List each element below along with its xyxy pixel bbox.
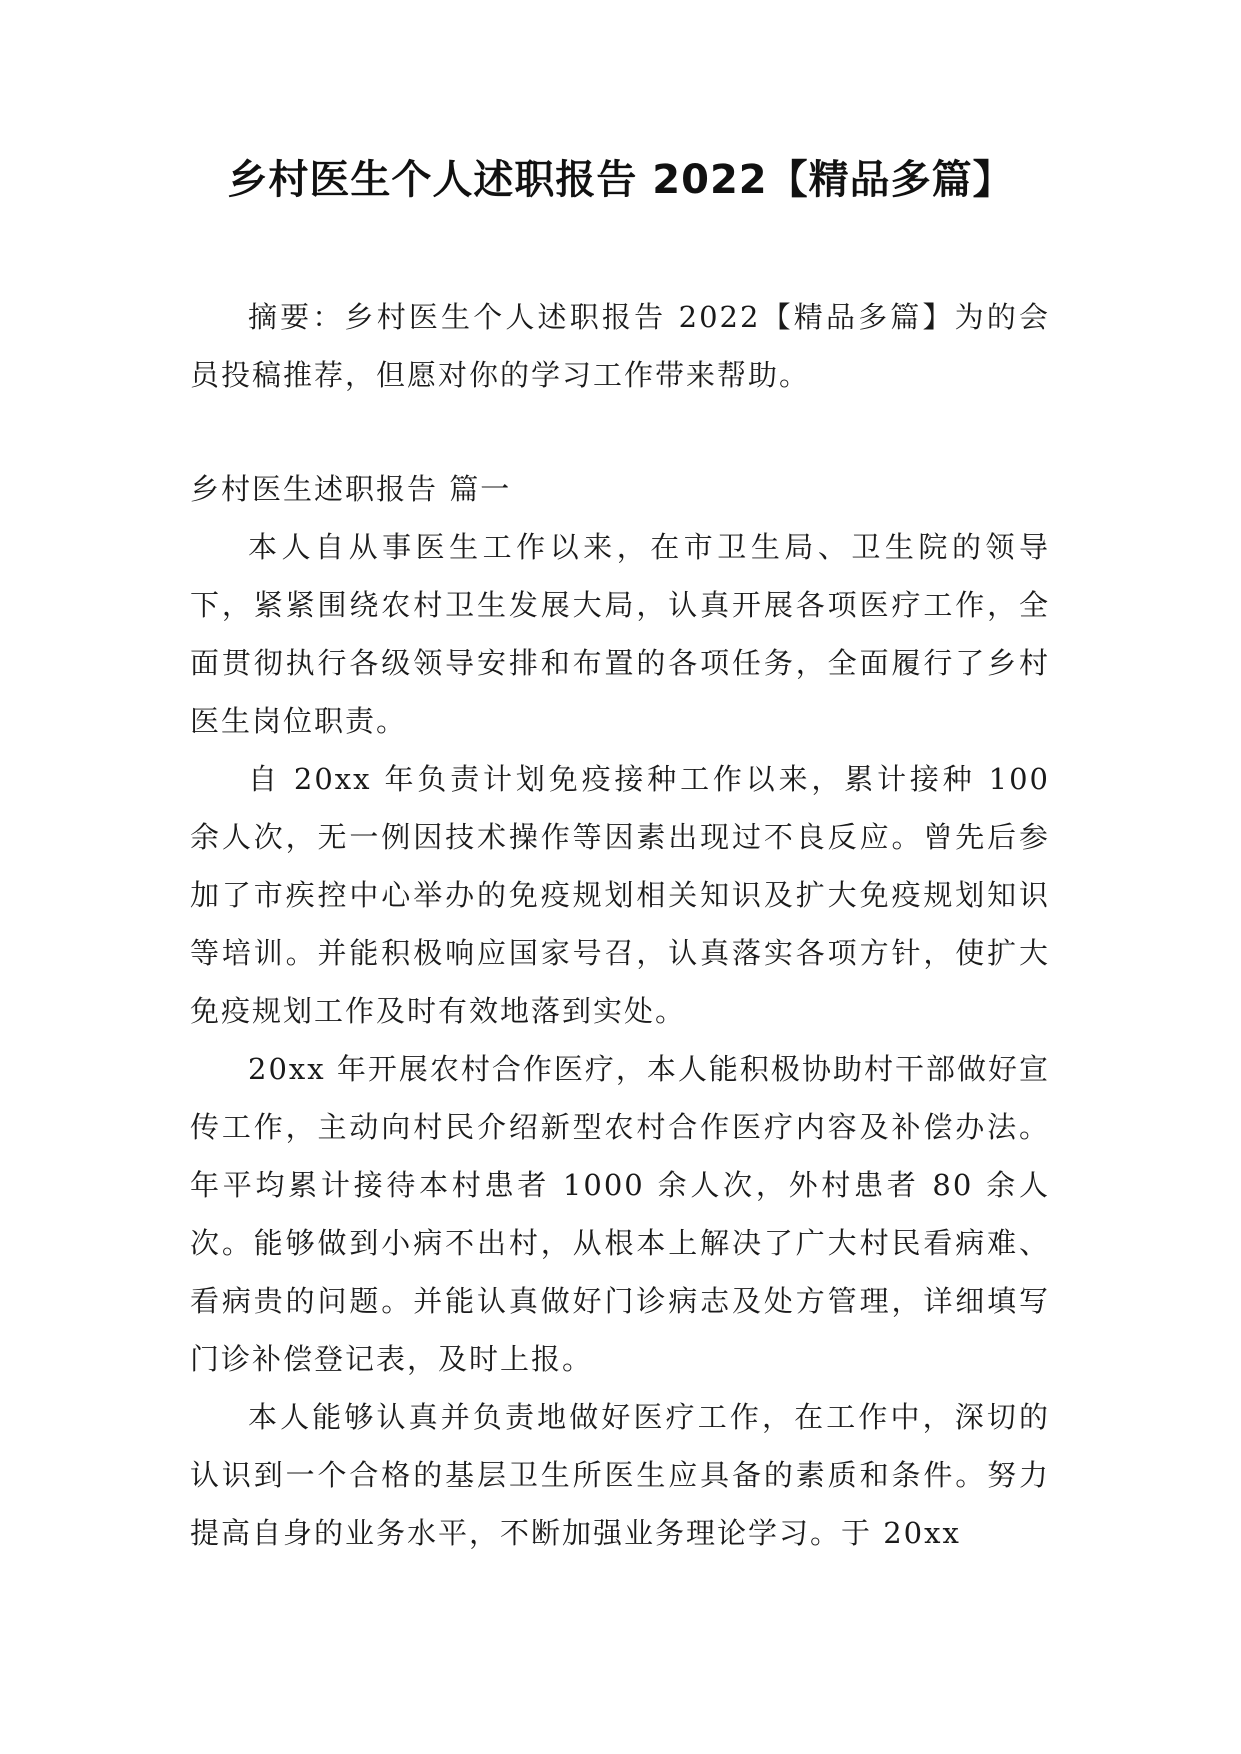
section-heading: 乡村医生述职报告 篇一 bbox=[190, 472, 512, 506]
abstract-block bbox=[190, 288, 1050, 404]
section-one bbox=[190, 460, 1050, 1562]
document-title: 乡村医生个人述职报告 2022【精品多篇】 bbox=[227, 157, 1014, 203]
body-paragraph: 本人能够认真并负责地做好医疗工作，在工作中，深切的认识到一个合格的基层卫生所医生应具备的素质和条件。努力提高自身的业务水平，不断加强业务理论学习。于 20xx bbox=[190, 1400, 1050, 1550]
body-paragraph: 自 20xx 年负责计划免疫接种工作以来，累计接种 100 余人次，无一例因技术操作等因素出现过不良反应。曾先后参加了市疾控中心举办的免疫规划相关知识及扩大免疫规划知识等培训。并能积极响应国家号召，认真落实各项方针，使扩大免疫规划工作及时有效地落到实处。 bbox=[190, 762, 1050, 1028]
body-paragraph: 本人自从事医生工作以来，在市卫生局、卫生院的领导下，紧紧围绕农村卫生发展大局，认真开展各项医疗工作，全面贯彻执行各级领导安排和布置的各项任务，全面履行了乡村医生岗位职责。 bbox=[190, 530, 1050, 738]
abstract-paragraph: 摘要：乡村医生个人述职报告 2022【精品多篇】为的会员投稿推荐，但愿对你的学习工作带来帮助。 bbox=[190, 300, 1050, 392]
body-paragraph: 20xx 年开展农村合作医疗，本人能积极协助村干部做好宣传工作，主动向村民介绍新型农村合作医疗内容及补偿办法。年平均累计接待本村患者 1000 余人次，外村患者 80 余人次。能够做到小病不出村，从根本上解决了广大村民看病难、看病贵的问题。并能认真做好门诊病志及处方管理，详细填写门诊补偿登记表，及时上报。 bbox=[190, 1052, 1050, 1376]
